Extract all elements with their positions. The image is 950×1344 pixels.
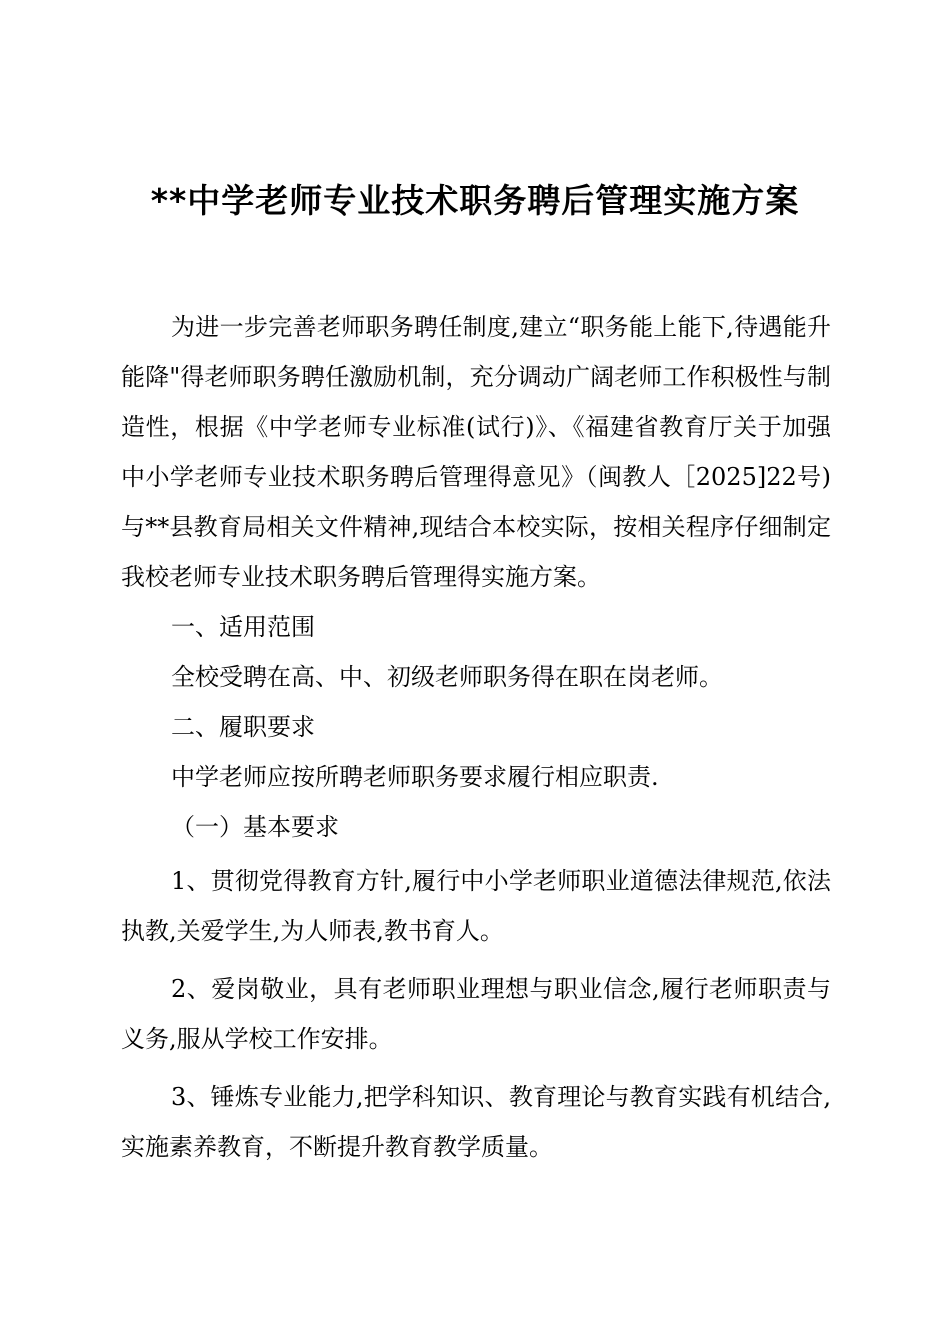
section-2-heading: 二、履职要求 [171,713,315,741]
subsection-1-heading: （一）基本要求 [171,813,339,841]
document-title: **中学老师专业技术职务聘后管理实施方案 [150,181,800,220]
section-2-body: 中学老师应按所聘老师职务要求履行相应职责. [171,763,659,791]
list-item-3: 3、锤炼专业能力,把学科知识、教育理论与教育实践有机结合,实施素养教育，不断提升教育教学质量。 [121,1083,831,1161]
section-1-heading: 一、适用范围 [171,613,315,641]
section-1-body: 全校受聘在高、中、初级老师职务得在职在岗老师。 [171,663,723,691]
document-body [121,302,831,1172]
list-item-2: 2、爱岗敬业，具有老师职业理想与职业信念,履行老师职责与义务,服从学校工作安排。 [121,975,831,1053]
list-item-1: 1、贯彻党得教育方针,履行中小学老师职业道德法律规范,依法执教,关爱学生,为人师表,教书育人。 [121,867,831,945]
intro-paragraph: 为进一步完善老师职务聘任制度,建立“职务能上能下,待遇能升能降"得老师职务聘任激励机制，充分调动广阔老师工作积极性与制造性，根据《中学老师专业标准(试行)》、《福建省教育厅关于加强中小学老师专业技术职务聘后管理得意见》（闽教人［2025]22号)与**县教育局相关文件精神,现结合本校实际，按相关程序仔细制定我校老师专业技术职务聘后管理得实施方案。 [121,313,831,591]
